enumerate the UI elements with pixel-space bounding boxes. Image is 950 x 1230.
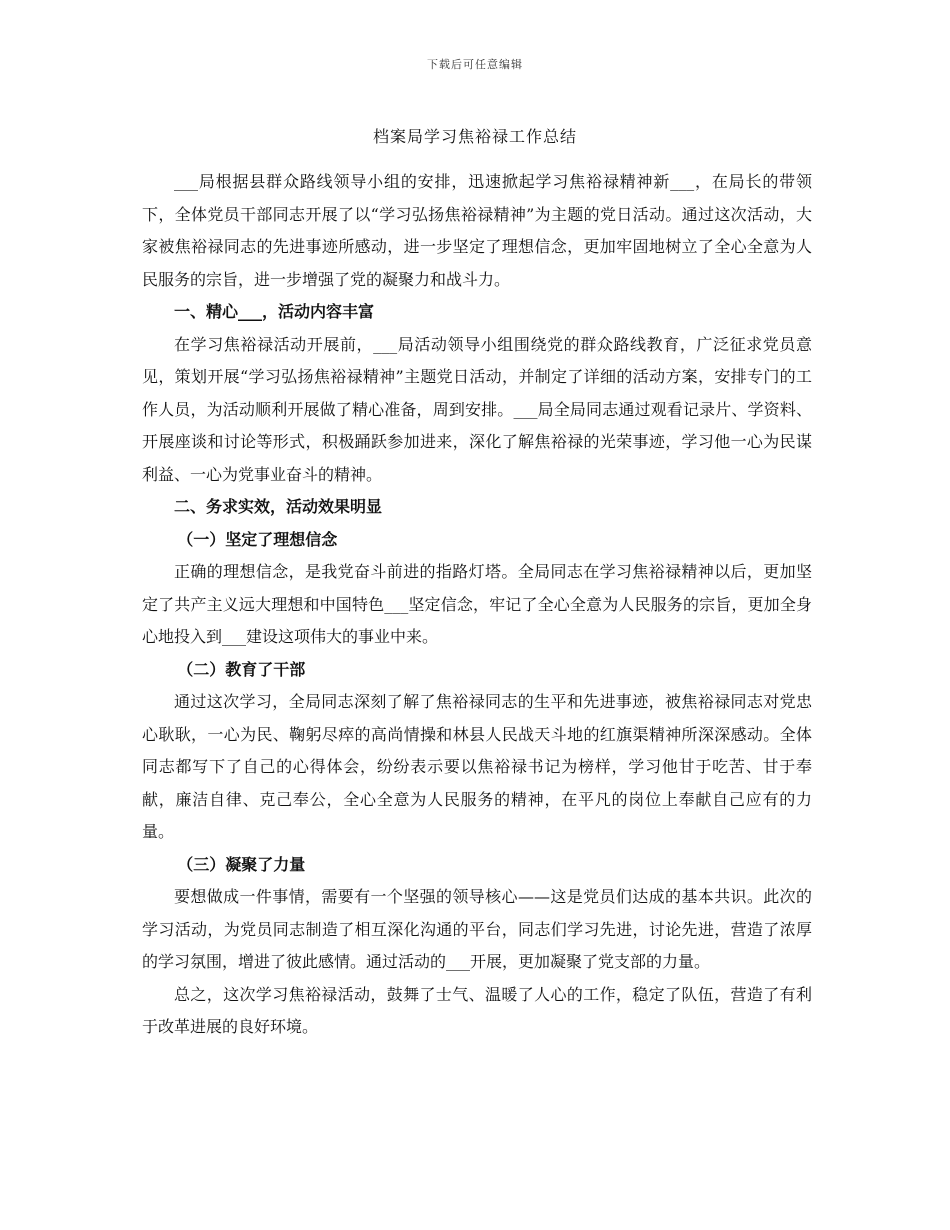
section-1-heading: 一、精心___，活动内容丰富 xyxy=(174,302,375,321)
subsection-3-paragraph: 要想做成一件事情，需要有一个坚强的领导核心——这是党员们达成的基本共识。此次的学习活动，为党员同志制造了相互深化沟通的平台，同志们学习先进，讨论先进，营造了浓厚的学习氛围，增进了彼此感情。通过活动的___开展，更加凝聚了党支部的力量。 xyxy=(142,887,812,971)
header-note: 下载后可任意编辑 xyxy=(427,58,523,71)
conclusion-paragraph: 总之，这次学习焦裕禄活动，鼓舞了士气、温暖了人心的工作，稳定了队伍，营造了有利于改革进展的良好环境。 xyxy=(142,984,812,1036)
intro-paragraph: ___局根据县群众路线领导小组的安排，迅速掀起学习焦裕禄精神新___，在局长的带领下，全体党员干部同志开展了以“学习弘扬焦裕禄精神”为主题的党日活动。通过这次活动，大家被焦裕禄同志的先进事迹所感动，进一步坚定了理想信念，更加牢固地树立了全心全意为人民服务的宗旨，进一步增强了党的凝聚力和战斗力。 xyxy=(142,172,812,289)
subsection-1-heading: （一）坚定了理想信念 xyxy=(177,529,338,549)
section-1-paragraph: 在学习焦裕禄活动开展前，___局活动领导小组围绕党的群众路线教育，广泛征求党员意见，策划开展“学习弘扬焦裕禄精神”主题党日活动，并制定了详细的活动方案，安排专门的工作人员，为活动顺利开展做了精心准备，周到安排。___局全局同志通过观看记录片、学资料、开展座谈和讨论等形式，积极踊跃参加进来，深化了解焦裕禄的光荣事迹，学习他一心为民谋利益、一心为党事业奋斗的精神。 xyxy=(142,334,812,484)
subsection-3-heading: （三）凝聚了力量 xyxy=(177,854,306,874)
section-2-heading: 二、务求实效，活动效果明显 xyxy=(174,497,383,516)
document-title: 档案局学习焦裕禄工作总结 xyxy=(372,127,577,146)
document-body xyxy=(142,166,812,1044)
subsection-2-paragraph: 通过这次学习，全局同志深刻了解了焦裕禄同志的生平和先进事迹，被焦裕禄同志对党忠心耿耿，一心为民、鞠躬尽瘁的高尚情操和林县人民战天斗地的红旗渠精神所深深感动。全体同志都写下了自己的心得体会，纷纷表示要以焦裕禄书记为榜样，学习他甘于吃苦、甘于奉献，廉洁自律、克己奉公，全心全意为人民服务的精神，在平凡的岗位上奉献自己应有的力量。 xyxy=(142,692,812,841)
subsection-1-paragraph: 正确的理想信念，是我党奋斗前进的指路灯塔。全局同志在学习焦裕禄精神以后，更加坚定了共产主义远大理想和中国特色___坚定信念，牢记了全心全意为人民服务的宗旨，更加全身心地投入到___建设这项伟大的事业中来。 xyxy=(142,562,812,646)
subsection-2-heading: （二）教育了干部 xyxy=(177,659,306,679)
